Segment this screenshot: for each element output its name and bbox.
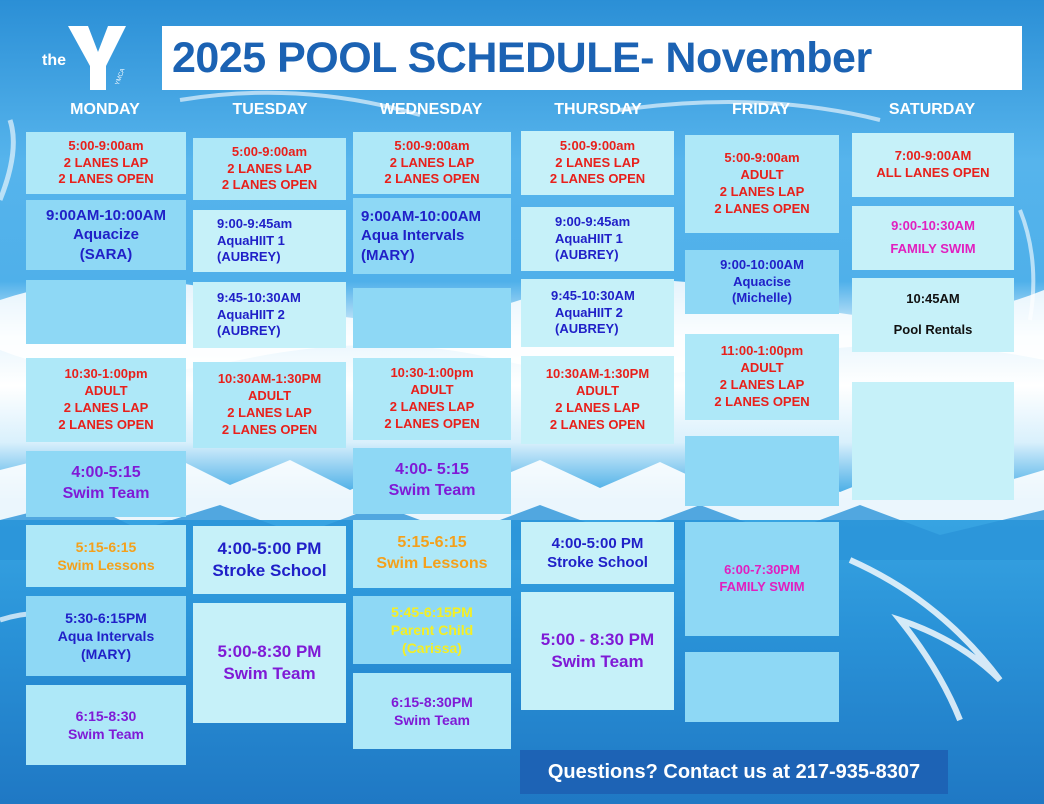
day-header-thursday: THURSDAY [554, 101, 642, 118]
monday-swim-team-late: 6:15-8:30 Swim Team [26, 685, 186, 765]
tuesday-aquahiit-1: 9:00-9:45am AquaHIIT 1 (AUBREY) [193, 210, 346, 272]
friday-midday-lap: 11:00-1:00pm ADULT 2 LANES LAP 2 LANES OPEN [685, 334, 839, 420]
saturday-empty-slot [852, 382, 1014, 500]
tuesday-stroke-school: 4:00-5:00 PM Stroke School [193, 526, 346, 594]
saturday-all-lanes: 7:00-9:00AM ALL LANES OPEN [852, 133, 1014, 197]
monday-lap-swim: 5:00-9:00am 2 LANES LAP 2 LANES OPEN [26, 132, 186, 194]
thursday-lap-swim: 5:00-9:00am 2 LANES LAP 2 LANES OPEN [521, 131, 674, 195]
thursday-aquahiit-1: 9:00-9:45am AquaHIIT 1 (AUBREY) [521, 207, 674, 271]
page-title: 2025 POOL SCHEDULE- November [172, 34, 872, 82]
wednesday-lap-swim: 5:00-9:00am 2 LANES LAP 2 LANES OPEN [353, 132, 511, 194]
wednesday-parent-child: 5:45-6:15PM Parent Child (Carissa) [353, 596, 511, 664]
thursday-aquahiit-2: 9:45-10:30AM AquaHIIT 2 (AUBREY) [521, 279, 674, 347]
friday-aquacise: 9:00-10:00AM Aquacise (Michelle) [685, 250, 839, 314]
day-header-saturday: SATURDAY [888, 101, 976, 118]
monday-empty-slot [26, 280, 186, 344]
wednesday-aqua-intervals: 9:00AM-10:00AM Aqua Intervals (MARY) [353, 198, 511, 274]
friday-empty-slot [685, 436, 839, 506]
tuesday-aquahiit-2: 9:45-10:30AM AquaHIIT 2 (AUBREY) [193, 282, 346, 348]
day-header-tuesday: TUESDAY [232, 101, 308, 118]
day-header-monday: MONDAY [70, 101, 140, 118]
logo-word: the [42, 52, 66, 69]
tuesday-adult-lap: 10:30AM-1:30PM ADULT 2 LANES LAP 2 LANES OPEN [193, 362, 346, 448]
day-header-friday: FRIDAY [731, 101, 791, 118]
friday-empty-slot-late [685, 652, 839, 722]
monday-aqua-intervals: 5:30-6:15PM Aqua Intervals (MARY) [26, 596, 186, 676]
friday-adult-lap: 5:00-9:00am ADULT 2 LANES LAP 2 LANES OPEN [685, 135, 839, 233]
monday-swim-lessons: 5:15-6:15 Swim Lessons [26, 525, 186, 587]
wednesday-swim-lessons: 5:15-6:15 Swim Lessons [353, 520, 511, 588]
saturday-pool-rentals: 10:45AM Pool Rentals [852, 278, 1014, 352]
tuesday-swim-team: 5:00-8:30 PM Swim Team [193, 603, 346, 723]
wednesday-swim-team: 4:00- 5:15 Swim Team [353, 448, 511, 514]
wednesday-swim-team-late: 6:15-8:30PM Swim Team [353, 673, 511, 749]
thursday-swim-team: 5:00 - 8:30 PM Swim Team [521, 592, 674, 710]
tuesday-lap-swim: 5:00-9:00am 2 LANES LAP 2 LANES OPEN [193, 138, 346, 200]
thursday-stroke-school: 4:00-5:00 PM Stroke School [521, 522, 674, 584]
ymca-logo [40, 22, 150, 94]
wednesday-empty-slot [353, 288, 511, 348]
wednesday-adult-lap: 10:30-1:00pm ADULT 2 LANES LAP 2 LANES OPEN [353, 358, 511, 440]
saturday-family-swim: 9:00-10:30AM FAMILY SWIM [852, 206, 1014, 270]
thursday-adult-lap: 10:30AM-1:30PM ADULT 2 LANES LAP 2 LANES OPEN [521, 356, 674, 444]
title-banner [162, 26, 1022, 90]
monday-swim-team: 4:00-5:15 Swim Team [26, 451, 186, 517]
contact-banner: Questions? Contact us at 217-935-8307 [520, 750, 948, 794]
logo-mark: YMCA [114, 67, 127, 87]
monday-adult-lap: 10:30-1:00pm ADULT 2 LANES LAP 2 LANES OPEN [26, 358, 186, 442]
friday-family-swim: 6:00-7:30PM FAMILY SWIM [685, 522, 839, 636]
monday-aquacize: 9:00AM-10:00AM Aquacize (SARA) [26, 200, 186, 270]
day-header-wednesday: WEDNESDAY [379, 101, 483, 118]
